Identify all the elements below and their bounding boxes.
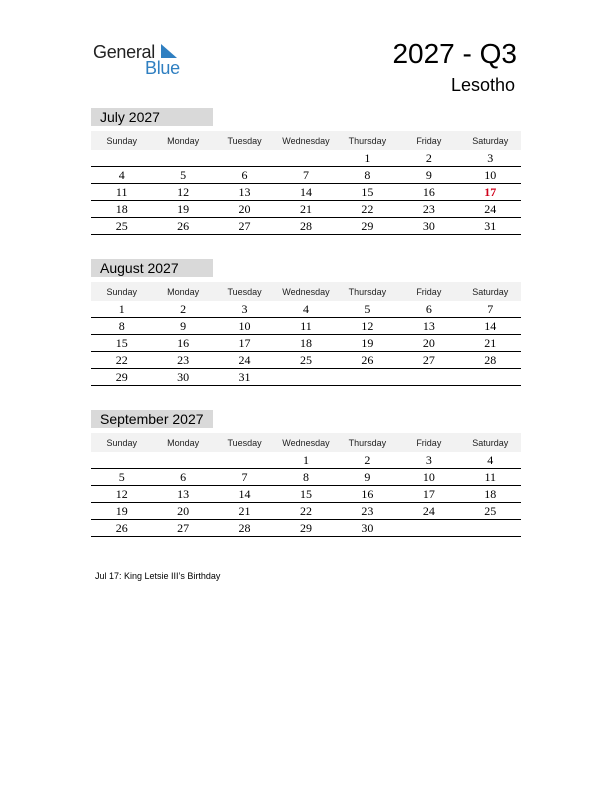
day-cell: 1 — [337, 150, 398, 167]
day-cell: 10 — [398, 469, 459, 486]
day-cell: 25 — [275, 352, 336, 369]
week-row — [91, 452, 521, 469]
day-cell — [275, 369, 336, 386]
week-row — [91, 150, 521, 167]
day-cell: 5 — [91, 469, 152, 486]
day-cell: 20 — [398, 335, 459, 352]
day-cell: 7 — [275, 167, 336, 184]
day-cell: 19 — [337, 335, 398, 352]
weekday-header: Friday — [398, 131, 459, 150]
weekday-header: Monday — [152, 131, 213, 150]
week-row — [91, 184, 521, 201]
day-cell: 26 — [337, 352, 398, 369]
day-cell: 27 — [398, 352, 459, 369]
week-row — [91, 201, 521, 218]
day-cell — [91, 150, 152, 167]
day-cell: 6 — [214, 167, 275, 184]
day-cell: 31 — [460, 218, 521, 235]
day-cell: 30 — [152, 369, 213, 386]
day-cell: 29 — [337, 218, 398, 235]
weekday-header: Wednesday — [275, 282, 336, 301]
day-cell: 16 — [337, 486, 398, 503]
weekday-header: Saturday — [460, 433, 521, 452]
day-cell: 22 — [91, 352, 152, 369]
weekday-header: Monday — [152, 282, 213, 301]
day-cell: 10 — [214, 318, 275, 335]
day-cell: 4 — [91, 167, 152, 184]
day-cell: 30 — [337, 520, 398, 537]
week-row — [91, 167, 521, 184]
day-cell: 3 — [398, 452, 459, 469]
weekday-header: Saturday — [460, 131, 521, 150]
week-row — [91, 520, 521, 537]
day-cell: 9 — [398, 167, 459, 184]
weekday-header: Tuesday — [214, 131, 275, 150]
logo-text-blue: Blue — [145, 58, 180, 78]
day-cell: 12 — [91, 486, 152, 503]
week-row — [91, 301, 521, 318]
day-cell: 17 — [214, 335, 275, 352]
day-cell: 13 — [214, 184, 275, 201]
day-cell: 22 — [337, 201, 398, 218]
week-row — [91, 486, 521, 503]
day-cell — [398, 520, 459, 537]
day-cell: 24 — [460, 201, 521, 218]
day-cell: 11 — [460, 469, 521, 486]
month-title: August 2027 — [91, 259, 213, 277]
weekday-header: Sunday — [91, 433, 152, 452]
month-august — [91, 259, 521, 386]
day-cell: 13 — [152, 486, 213, 503]
page-title: 2027 - Q3 — [392, 38, 517, 69]
day-cell: 2 — [152, 301, 213, 318]
weekday-header: Wednesday — [275, 131, 336, 150]
weekday-header: Tuesday — [214, 282, 275, 301]
day-cell: 12 — [337, 318, 398, 335]
day-cell — [152, 452, 213, 469]
day-cell — [460, 369, 521, 386]
day-cell — [91, 452, 152, 469]
day-cell: 12 — [152, 184, 213, 201]
day-cell: 20 — [152, 503, 213, 520]
day-cell: 7 — [460, 301, 521, 318]
day-cell: 28 — [214, 520, 275, 537]
day-cell: 11 — [275, 318, 336, 335]
day-cell: 26 — [152, 218, 213, 235]
day-cell: 21 — [460, 335, 521, 352]
month-title: September 2027 — [91, 410, 213, 428]
weekday-header: Tuesday — [214, 433, 275, 452]
day-cell: 19 — [91, 503, 152, 520]
day-cell: 28 — [460, 352, 521, 369]
weekday-header: Thursday — [337, 282, 398, 301]
month-title: July 2027 — [91, 108, 213, 126]
day-cell: 23 — [337, 503, 398, 520]
day-cell: 16 — [398, 184, 459, 201]
day-cell: 20 — [214, 201, 275, 218]
month-july — [91, 108, 521, 235]
day-cell — [152, 150, 213, 167]
day-cell: 14 — [275, 184, 336, 201]
day-cell: 4 — [460, 452, 521, 469]
day-cell: 8 — [337, 167, 398, 184]
day-cell — [337, 369, 398, 386]
day-cell: 15 — [337, 184, 398, 201]
calendar-grid — [91, 282, 521, 386]
day-cell: 8 — [275, 469, 336, 486]
day-cell: 9 — [337, 469, 398, 486]
day-cell: 25 — [460, 503, 521, 520]
day-cell: 16 — [152, 335, 213, 352]
day-cell: 18 — [275, 335, 336, 352]
calendar-grid — [91, 131, 521, 235]
day-cell: 14 — [214, 486, 275, 503]
day-cell: 21 — [275, 201, 336, 218]
day-cell: 1 — [91, 301, 152, 318]
weekday-header-row — [91, 282, 521, 301]
week-row — [91, 335, 521, 352]
day-cell: 4 — [275, 301, 336, 318]
weekday-header-row — [91, 131, 521, 150]
day-cell: 2 — [398, 150, 459, 167]
day-cell: 10 — [460, 167, 521, 184]
weekday-header: Thursday — [337, 433, 398, 452]
weekday-header: Saturday — [460, 282, 521, 301]
day-cell: 26 — [91, 520, 152, 537]
day-cell — [460, 520, 521, 537]
day-cell: 21 — [214, 503, 275, 520]
weekday-header: Wednesday — [275, 433, 336, 452]
country-name: Lesotho — [450, 75, 515, 95]
day-cell: 6 — [152, 469, 213, 486]
holiday-notes: Jul 17: King Letsie III’s Birthday — [95, 571, 221, 581]
day-cell: 15 — [91, 335, 152, 352]
week-row — [91, 503, 521, 520]
day-cell: 11 — [91, 184, 152, 201]
day-cell: 23 — [152, 352, 213, 369]
day-cell: 5 — [152, 167, 213, 184]
day-cell: 5 — [337, 301, 398, 318]
day-cell — [214, 452, 275, 469]
day-cell: 8 — [91, 318, 152, 335]
day-cell: 3 — [460, 150, 521, 167]
day-cell: 6 — [398, 301, 459, 318]
weekday-header: Friday — [398, 282, 459, 301]
day-cell: 15 — [275, 486, 336, 503]
day-cell: 24 — [398, 503, 459, 520]
weekday-header-row — [91, 433, 521, 452]
day-cell: 29 — [91, 369, 152, 386]
week-row — [91, 352, 521, 369]
day-cell: 1 — [275, 452, 336, 469]
day-cell: 31 — [214, 369, 275, 386]
week-row — [91, 318, 521, 335]
day-cell: 23 — [398, 201, 459, 218]
day-cell: 27 — [152, 520, 213, 537]
day-cell — [214, 150, 275, 167]
day-cell: 18 — [460, 486, 521, 503]
day-cell: 17 — [398, 486, 459, 503]
day-cell: 22 — [275, 503, 336, 520]
day-cell: 25 — [91, 218, 152, 235]
day-cell: 30 — [398, 218, 459, 235]
brand-logo — [93, 40, 203, 80]
holiday-day-cell: 17 — [460, 184, 521, 201]
day-cell: 29 — [275, 520, 336, 537]
day-cell: 19 — [152, 201, 213, 218]
day-cell: 18 — [91, 201, 152, 218]
week-row — [91, 369, 521, 386]
day-cell: 2 — [337, 452, 398, 469]
weekday-header: Sunday — [91, 282, 152, 301]
weekday-header: Sunday — [91, 131, 152, 150]
calendar-grid — [91, 433, 521, 537]
week-row — [91, 218, 521, 235]
day-cell: 9 — [152, 318, 213, 335]
weekday-header: Thursday — [337, 131, 398, 150]
day-cell: 28 — [275, 218, 336, 235]
day-cell: 3 — [214, 301, 275, 318]
logo-text-general: General — [93, 42, 155, 62]
day-cell — [275, 150, 336, 167]
weekday-header: Monday — [152, 433, 213, 452]
day-cell: 7 — [214, 469, 275, 486]
day-cell: 27 — [214, 218, 275, 235]
day-cell: 13 — [398, 318, 459, 335]
weekday-header: Friday — [398, 433, 459, 452]
week-row — [91, 469, 521, 486]
day-cell: 24 — [214, 352, 275, 369]
month-september — [91, 410, 521, 537]
day-cell — [398, 369, 459, 386]
day-cell: 14 — [460, 318, 521, 335]
